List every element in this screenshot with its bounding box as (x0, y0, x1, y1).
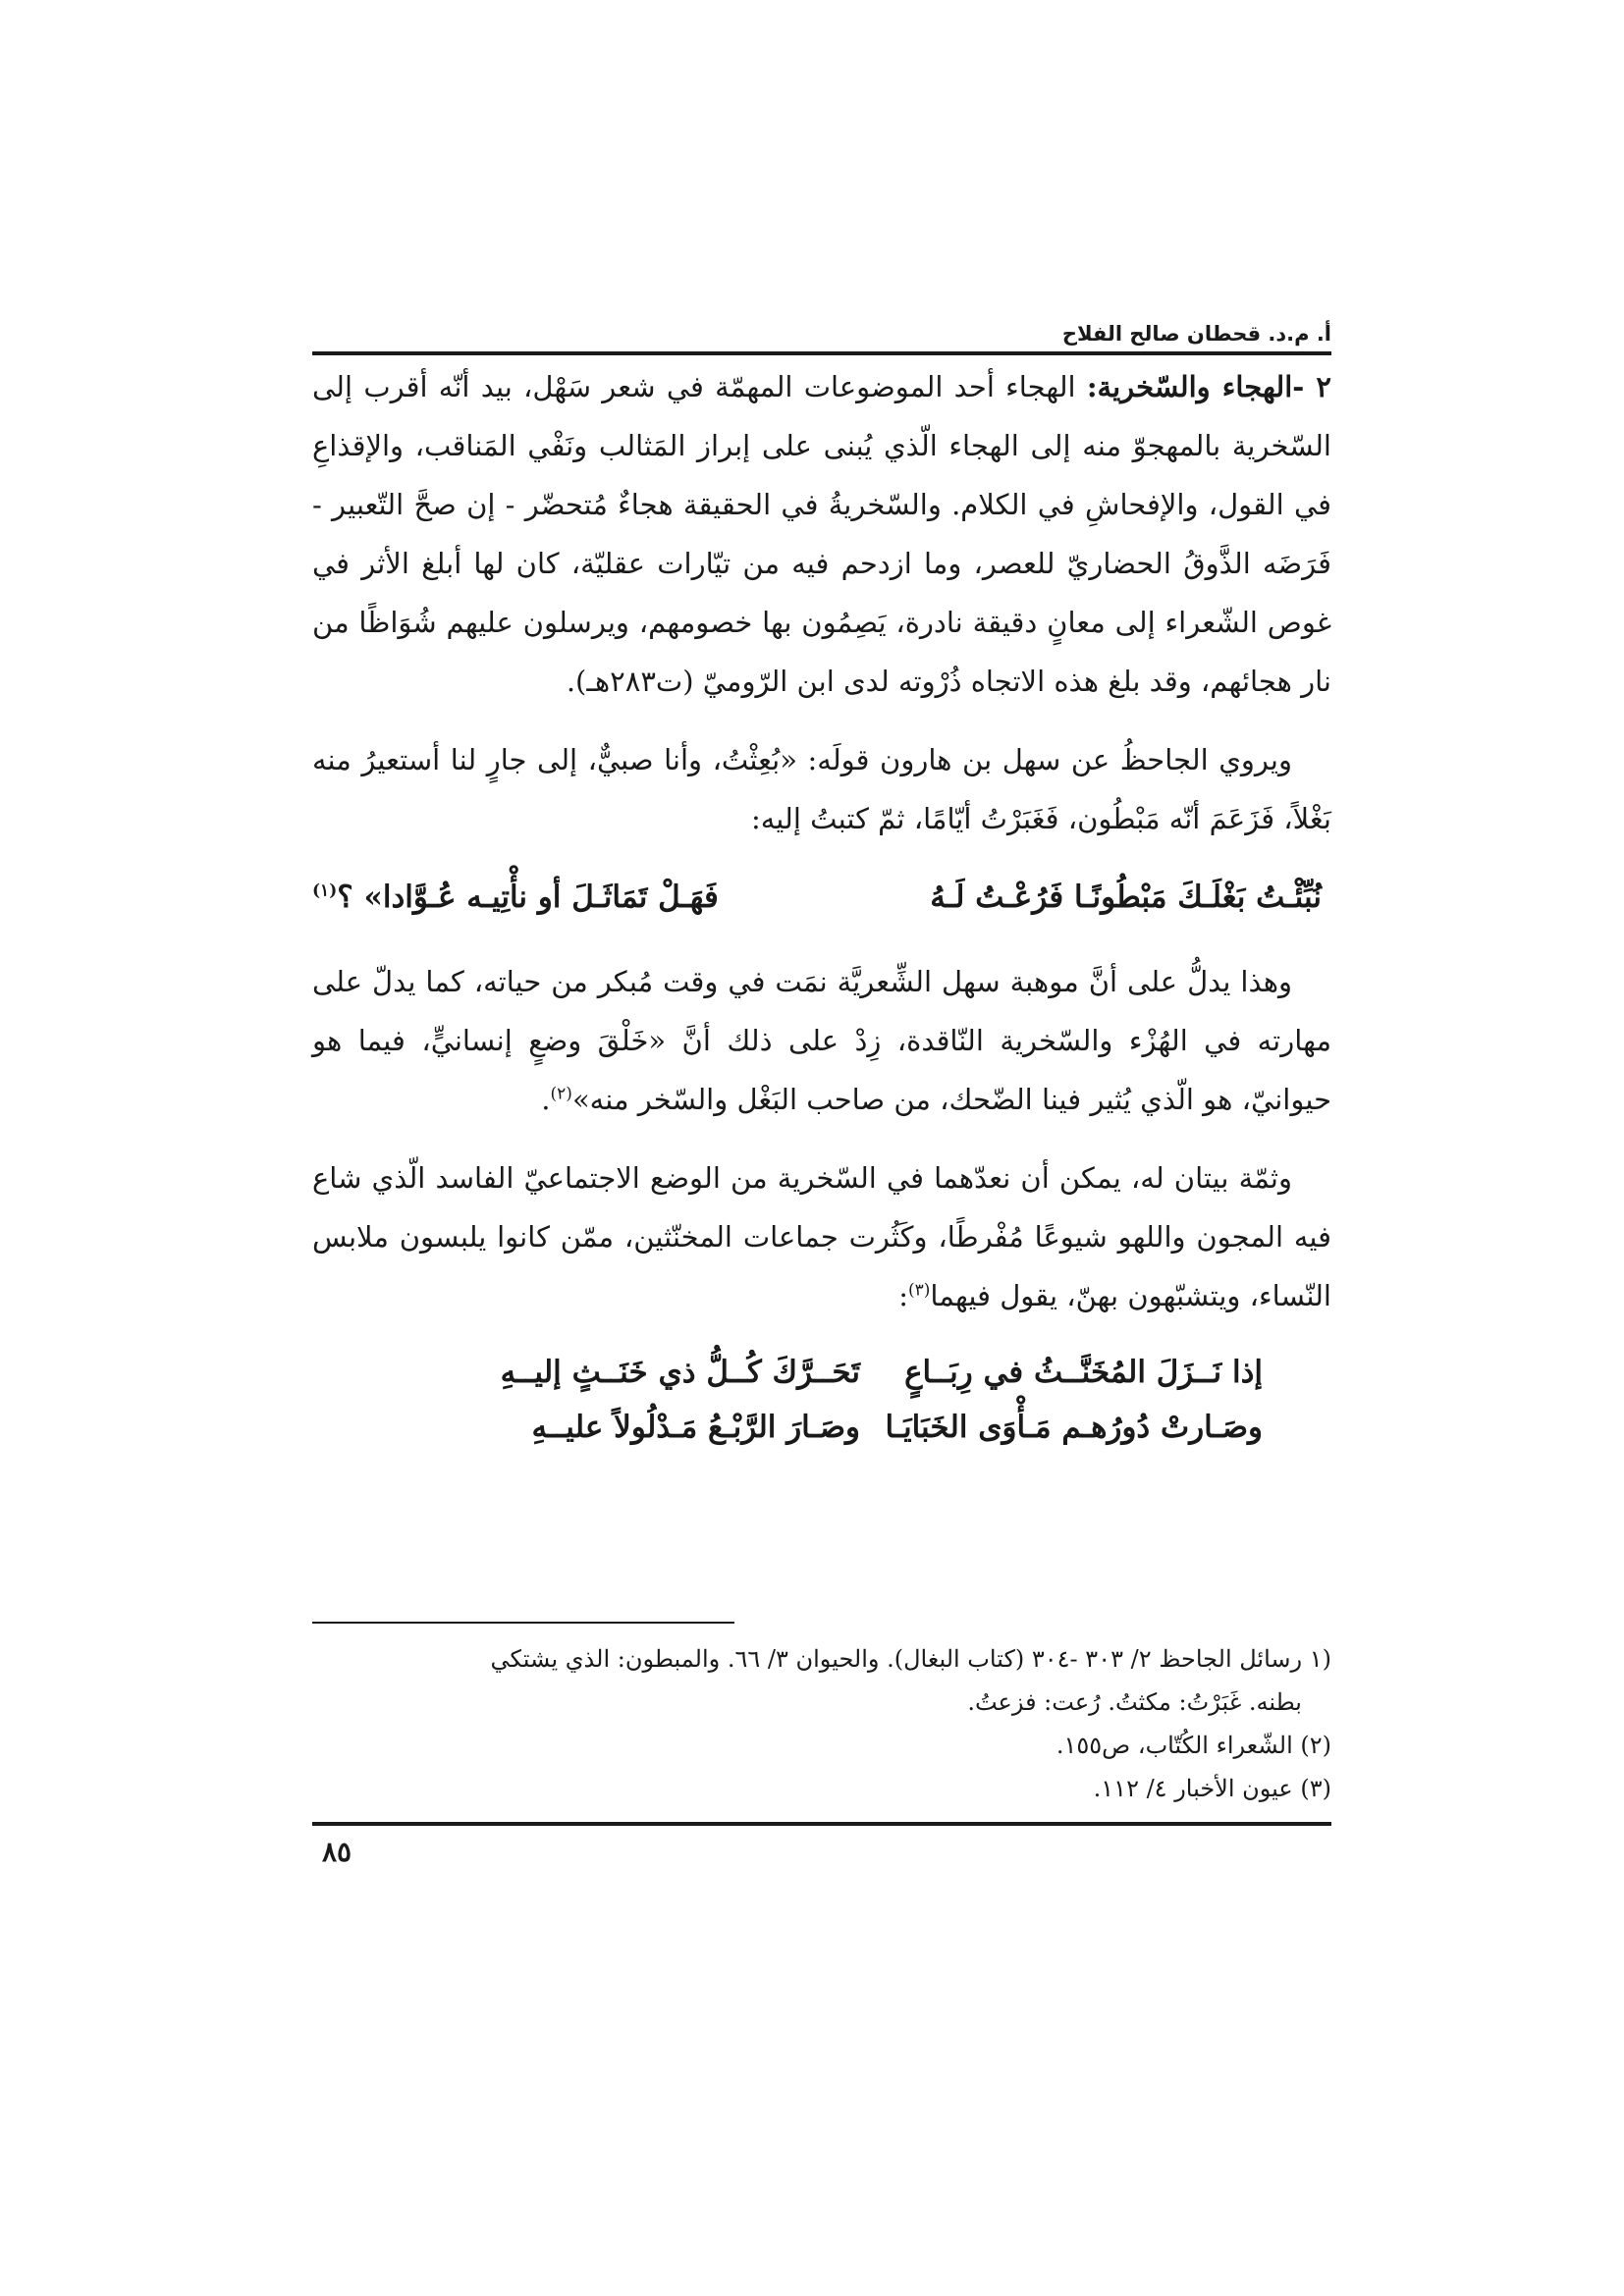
verse-line (312, 868, 1331, 927)
footnote-1-continued: بطنه. غَبَرْتُ: مكثتُ. رُعت: فزعتُ. (967, 1688, 1302, 1716)
verse-hemistich-first: وصَـارتْ دُورُهـم مَـأْوَى الخَبَايَـا (885, 1410, 1263, 1445)
page-number: ٨٥ (322, 1836, 352, 1868)
paragraph-two-verses: وثمّة بيتان له، يمكن أن نعدّهما في السّخرية من الوضع الاجتماعيّ الفاسد الّذي شاع فيه المجون واللهو شيوعًا مُفْرطًا، وكَثُرت جماعات المخنّثين، ممّن كانوا يلبسون ملابس النّساء، ويتشبّهون بهنّ، يقول فيهما$^{(٣)}$: (312, 1161, 1331, 1312)
footnote-1: (١ رسائل الجاحظ ٢/ ٣٠٣ -٣٠٤ (كتاب البغال). والحيوان ٣/ ٦٦. والمبطون: الذي يشتكي (490, 1645, 1331, 1673)
footnote-ref-1: (١) (312, 881, 338, 901)
poem-couplets (312, 1345, 1331, 1455)
footer-rule (312, 1822, 1331, 1826)
paragraph-text: الهجاء أحد الموضوعات المهمّة في شعر سَهْل، بيد أنّه أقرب إلى السّخرية بالمهجوّ منه إلى الهجاء الّذي يُبنى على إبراز المَثالب ونَفْي المَناقب، والإقذاعِ في القول، والإفحاشِ في الكلام. والسّخريةُ في الحقيقة هجاءٌ مُتحضّر - إن صحَّ التّعبير - فَرَضَه الذَّوقُ الحضاريّ للعصر، وما ازدحم فيه من تيّارات عقليّة، كان لها أبلغ الأثر في غوص الشّعراء إلى معانٍ دقيقة نادرة، يَصِمُون بها خصومهم، ويرسلون عليهم شُوَاظًا من نار هجائهم، وقد بلغ هذه الاتجاه ذُرْوته لدى ابن الرّوميّ (ت٢٨٣هـ). (312, 370, 1331, 698)
running-header-author: أ. م.د. قحطان صالح الفلاح (1061, 322, 1331, 346)
footnote-2: (٢) الشّعراء الكُتّاب، ص١٥٥. (1056, 1732, 1331, 1759)
paragraph-talent: وهذا يدلُّ على أنَّ موهبة سهل الشِّعريَّة نمَت في وقت مُبكر من حياته، كما يدلّ على مهارته في الهُزْء والسّخرية النّاقدة، زِدْ على ذلك أنَّ «خَلْقَ وضعٍ إنسانيٍّ، فيما هو حيوانيّ، هو الّذي يُثير فينا الضّحك، من صاحب البَغْل والسّخر منه»$^{(٢)}$. (312, 965, 1331, 1116)
footnote-ref-3: (٣) (908, 1280, 931, 1301)
header-rule (312, 351, 1331, 355)
verse-hemistich-second: تَحَــرَّكَ كُــلُّ ذي خَنَــثٍ إليــهِ (500, 1355, 860, 1390)
verse-hemistich-second: وصَـارَ الرَّبْـعُ مَـدْلُولاً عليــهِ (531, 1410, 860, 1445)
verse-hemistich-first: نُبِّئْـتُ بَغْلَـكَ مَبْطُونًـا فَرُعْـتُ لَـهُ (930, 880, 1322, 915)
verse-hemistich-first: إذا نَــزَلَ المُخَنَّــثُ في رِبَــاعٍ (904, 1355, 1263, 1390)
section-title: ٢ -الهجاء والسّخرية: (1086, 370, 1331, 403)
verse-line (312, 1400, 1331, 1455)
paragraph-satire-intro (312, 357, 1331, 711)
verse-hemistich-second: فَهَـلْ تَمَاثَـلَ أو نأْتِيـه عُـوَّادا» ؟$^{(١)}$ (312, 880, 719, 915)
footnote-separator (312, 1622, 734, 1624)
footnotes (312, 1637, 1331, 1810)
verse-line (312, 1345, 1331, 1400)
main-text (312, 357, 1331, 1455)
footnote-ref-2: (٢) (550, 1084, 572, 1104)
book-page (312, 294, 1331, 2022)
footnote-3: (٣) عيون الأخبار ٤/ ١١٢. (1093, 1775, 1331, 1802)
paragraph-jahiz-anecdote: ويروي الجاحظُ عن سهل بن هارون قولَه: «بُعِثْتُ، وأنا صبيٌّ، إلى جارٍ لنا أستعيرُ منه بَغْلاً، فَزَعَمَ أنّه مَبْطُون، فَغَبَرْتُ أيّامًا، ثمّ كتبتُ إليه: (312, 743, 1331, 835)
